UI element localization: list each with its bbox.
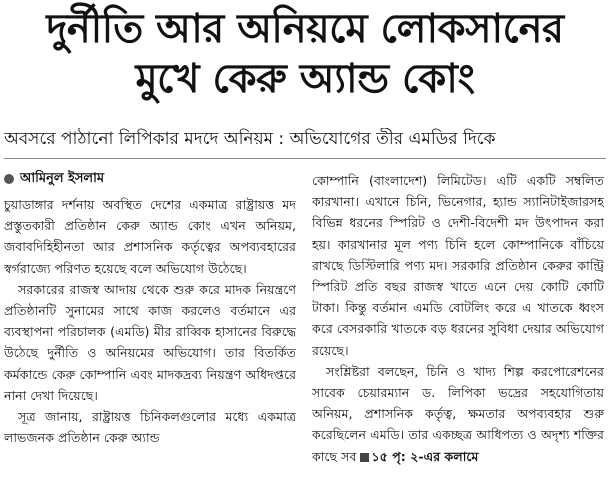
subheadline: অবসরে পাঠানো লিপিকার মদদে অনিয়ম : অভিযোগের তীর এমডির দিকে	[4, 129, 496, 149]
paragraph: সরকারের রাজস্ব আদায় থেকে শুরু করে মাদক নিয়ন্ত্রণে প্রতিষ্ঠানটি সুনামের সাথে কাজ করলেও বর্তমানে এর ব্যবস্থাপনা পরিচালক (এমডি) মীর রাব্বিক হাসানের বিরুদ্ধে উঠেছে দুর্নীতি ও অনিয়মের অভিযোগ। তার বিতর্কিত কর্মকান্ডে কেরু কোম্পানি এবং মাদকদ্রব্য নিয়ন্ত্রণ অধিদপ্তরে নানা দেখা দিয়েছে।	[4, 281, 296, 403]
paragraph: চুয়াডাঙ্গার দর্শনায় অবস্থিত দেশের একমাত্র রাষ্ট্রায়ত্ত মদ প্রস্তুতকারী প্রতিষ্ঠান কেরু অ্যান্ড কোং এখন অনিয়ম, জবাবদিহিহীনতা আর প্রশাসনিক কর্তৃত্বের অপব্যবহারের স্বর্গরাজ্যে পরিণত হয়েছে বলে অভিযোগ উঠেছে।	[4, 197, 296, 276]
bullet-icon	[4, 174, 14, 184]
paragraph: কোম্পানি (বাংলাদেশ) লিমিটেড। এটি একটি সম্বলিত কারখানা। এখানে চিনি, ভিনেগার, হ্যান্ড স্যানিটাইজারসহ বিভিন্ন ধরনের স্পিরিট ও দেশী-বিদেশী মদ উৎপাদন করা হয়। কারখানার মূল পণ্য চিনি হলে কোম্পানিকে বাঁচিয়ে রাখছে ডিস্টিলারি পণ্য মদ। সরকারি প্রতিষ্ঠান কেরুর কান্ট্রি স্পিরিট প্রতি বছর রাজস্ব খাতে এনে দেয় কোটি কোটি টাকা। কিন্তু বর্তমান এমডি বোটলিং করে এ খাতকে ধ্বংস করে বেসরকারি খাতকে বড় ধরনের সুবিধা দেয়ার অভিযোগ রয়েছে।	[312, 173, 604, 358]
byline	[4, 170, 296, 188]
paragraph: সূত্র জানায়, রাষ্ট্রায়ত্ত চিনিকলগুলোর মধ্যে একমাত্র লাভজনক প্রতিষ্ঠান কেরু অ্যান্ড	[4, 409, 296, 446]
paragraph	[312, 361, 604, 467]
byline-author: আমিনুল ইসলাম	[20, 171, 105, 186]
headline	[0, 4, 610, 104]
continuation-note[interactable]: ১৫ পৃ: ২-এর কলামে	[371, 448, 479, 464]
left-column	[4, 170, 296, 486]
jump-square-icon	[360, 453, 369, 462]
divider	[4, 158, 606, 159]
headline-line-2: মুখে কেরু অ্যান্ড কোং	[135, 56, 475, 102]
right-column	[312, 170, 604, 486]
paragraph-text: সংশ্লিষ্টরা বলছেন, চিনি ও খাদ্য শিল্প করপোরেশনের সাবেক চেয়ারম্যান ড. লিপিকা ভদ্রের সহযোগিতায় অনিয়ম, প্রশাসনিক কর্তৃত্ব, ক্ষমতার অপব্যবহার শুরু করেছিলেন এমডি। তার একচ্ছত্র আধিপত্য ও অদৃশ্য শক্তির কাছে সব	[312, 363, 604, 464]
headline-line-1: দুর্নীতি আর অনিয়মে লোকসানের	[46, 6, 564, 52]
